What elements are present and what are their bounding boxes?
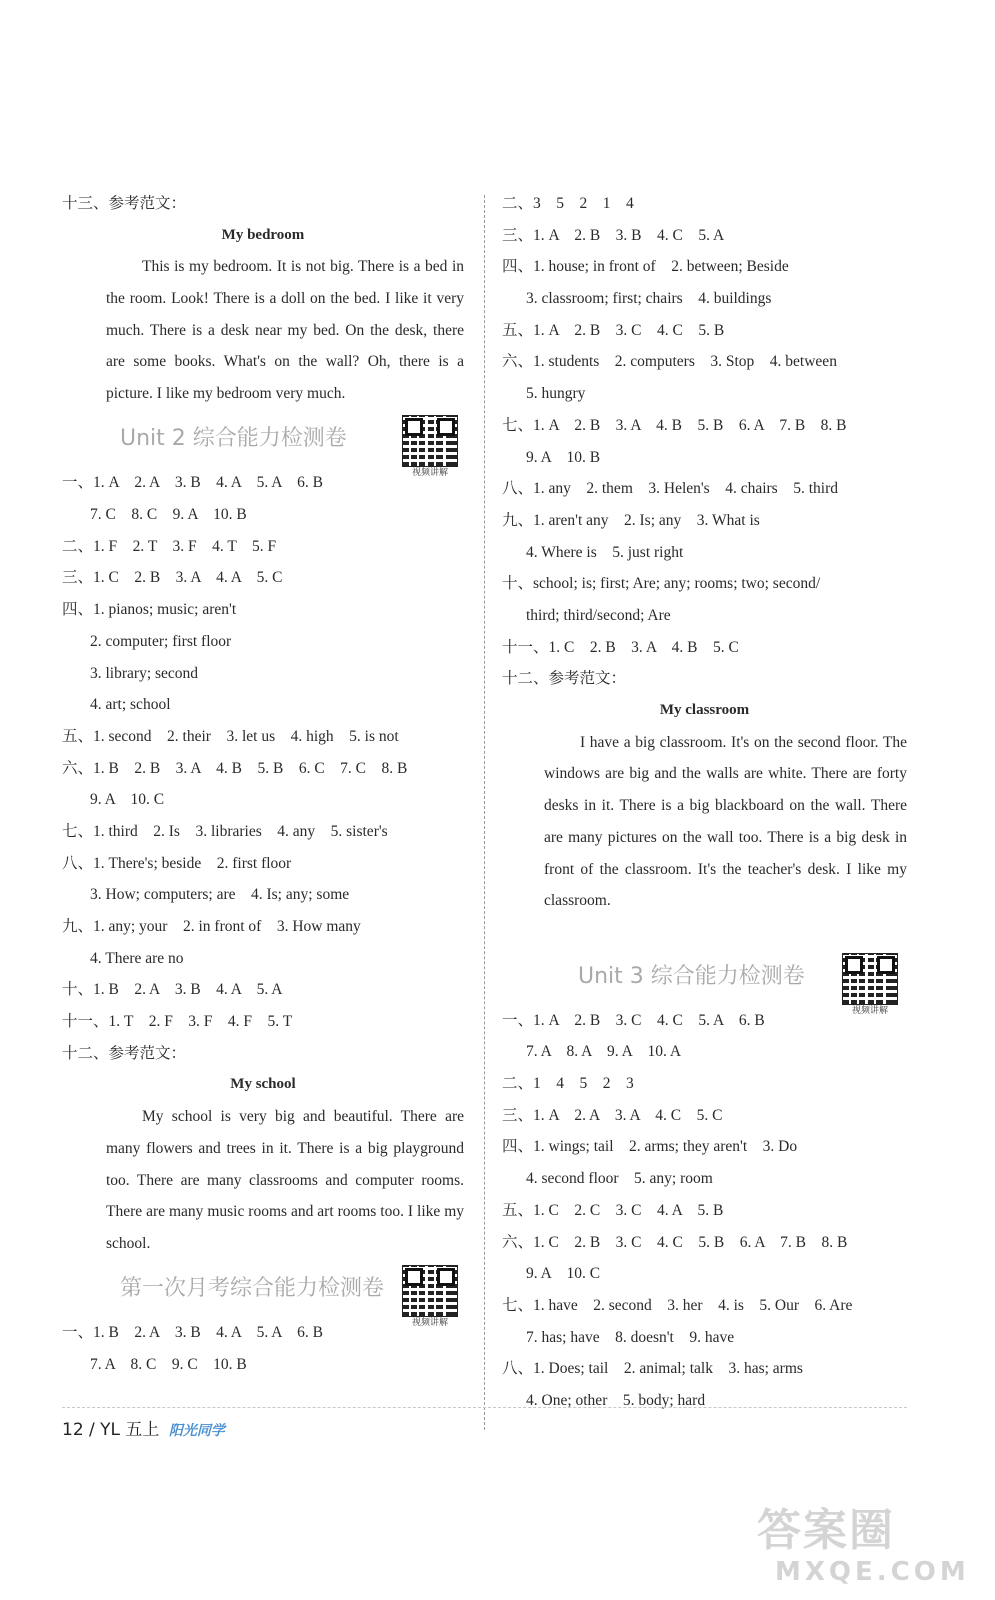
section-12-heading: 十二、参考范文： (502, 670, 627, 688)
answer-line: 三、1. A 2. A 3. A 4. C 5. C (502, 1106, 723, 1124)
answer-line: 4. One; other 5. body; hard (526, 1391, 706, 1409)
answer-line: 四、1. pianos; music; aren't (62, 601, 237, 619)
answer-line: 十一、1. T 2. F 3. F 4. F 5. T (62, 1013, 293, 1031)
answer-line: 4. There are no (90, 949, 184, 967)
answer-line: 4. Where is 5. just right (526, 543, 684, 561)
answer-line: 4. art; school (90, 696, 171, 714)
answer-line: 十、1. B 2. A 3. B 4. A 5. A (62, 981, 283, 999)
answer-line: 9. A 10. C (90, 791, 165, 809)
answer-line: 一、1. A 2. A 3. B 4. A 5. A 6. B (62, 474, 323, 492)
answer-line: 七、1. A 2. B 3. A 4. B 5. B 6. A 7. B 8. B (502, 416, 847, 434)
qr-code-icon (402, 415, 458, 467)
answer-line: 9. A 10. C (526, 1265, 601, 1283)
answer-line: 7. A 8. C 9. C 10. B (90, 1355, 247, 1373)
answer-line: 3. library; second (90, 664, 199, 682)
answer-line: 4. second floor 5. any; room (526, 1170, 713, 1188)
unit2-title-text: Unit 2 综合能力检测卷 (120, 426, 347, 452)
essay-text-school: My school is very big and beautiful. There are many flowers and trees in it. There is a big playground too. There are many classrooms and computer rooms. There are many music rooms and art rooms too. I like my school. (106, 1108, 464, 1252)
answer-line: 2. computer; first floor (90, 632, 232, 650)
monthly-title-text: 第一次月考综合能力检测卷 (120, 1276, 385, 1302)
answer-line: 7. has; have 8. doesn't 9. have (526, 1328, 735, 1346)
answer-line: 七、1. have 2. second 3. her 4. is 5. Our 6. Are (502, 1296, 853, 1314)
right-column (502, 188, 907, 1417)
answer-line: 九、1. any; your 2. in front of 3. How many (62, 918, 361, 935)
qr-caption: 视频讲解 (411, 1318, 448, 1329)
qr-caption: 视频讲解 (411, 468, 448, 479)
essay-text-bedroom: This is my bedroom. It is not big. There is a bed in the room. Look! There is a doll on the bed. I like it very much. There is a desk near my bed. On the desk, there are some books. What's on the wall? Oh, there is a picture. I like my bedroom very much. (106, 258, 464, 403)
answer-line: third; third/second; Are (526, 606, 671, 624)
answer-line: 六、1. students 2. computers 3. Stop 4. between (502, 353, 837, 371)
answer-line: 三、1. C 2. B 3. A 4. A 5. C (62, 569, 283, 587)
answer-line: 9. A 10. B (526, 448, 601, 466)
watermark (757, 1505, 977, 1595)
qr-code-icon (842, 953, 898, 1005)
answer-line: 一、1. B 2. A 3. B 4. A 5. A 6. B (62, 1324, 323, 1342)
watermark-url: MXQE.COM (775, 1557, 970, 1587)
answer-line: 三、1. A 2. B 3. B 4. C 5. A (502, 226, 725, 244)
answer-line: 八、1. There's; beside 2. first floor (62, 854, 292, 872)
answer-line: 二、1 4 5 2 3 (502, 1075, 634, 1093)
answer-line: 六、1. C 2. B 3. C 4. C 5. B 6. A 7. B 8. B (502, 1233, 848, 1251)
answer-line: 二、3 5 2 1 4 (502, 195, 634, 212)
unit2-title (62, 411, 464, 479)
answer-line: 七、1. third 2. Is 3. libraries 4. any 5. sister's (62, 822, 388, 840)
answer-line: 7. C 8. C 9. A 10. B (90, 506, 247, 524)
answer-line: 五、1. A 2. B 3. C 4. C 5. B (502, 321, 725, 339)
qr-code-icon (402, 1265, 458, 1317)
brand-logo: 阳光同学 (168, 1423, 225, 1439)
unit3-title-text: Unit 3 综合能力检测卷 (578, 963, 805, 989)
answer-line: 五、1. C 2. C 3. C 4. A 5. B (502, 1201, 724, 1219)
answer-line: 二、1. F 2. T 3. F 4. T 5. F (62, 537, 277, 555)
essay-title-school: My school (230, 1076, 296, 1093)
answer-line: 十、school; is; first; Are; any; rooms; two; second/ (502, 575, 821, 593)
essay-title-classroom: My classroom (659, 702, 750, 718)
essay-title-bedroom: My bedroom (221, 226, 305, 243)
answer-line: 四、1. wings; tail 2. arms; they aren't 3. Do (502, 1138, 798, 1156)
unit3-title (502, 949, 907, 1016)
section-12-heading: 十二、参考范文： (62, 1044, 187, 1062)
answer-line: 十一、1. C 2. B 3. A 4. B 5. C (502, 638, 739, 656)
answer-line: 八、1. any 2. them 3. Helen's 4. chairs 5. third (502, 480, 838, 498)
left-column (62, 188, 464, 1381)
answer-line: 五、1. second 2. their 3. let us 4. high 5. is not (62, 727, 399, 745)
qr-caption: 视频讲解 (851, 1005, 888, 1016)
answer-line: 3. classroom; first; chairs 4. buildings (526, 290, 772, 308)
column-divider (484, 195, 485, 1430)
answer-line: 八、1. Does; tail 2. animal; talk 3. has; arms (502, 1360, 803, 1378)
footer-rule (62, 1407, 907, 1408)
page-number: 12 / YL 五上 (62, 1420, 160, 1440)
answer-line: 六、1. B 2. B 3. A 4. B 5. B 6. C 7. C 8. B (62, 759, 408, 777)
section-13-heading: 十三、参考范文： (62, 195, 187, 212)
answer-line: 九、1. aren't any 2. Is; any 3. What is (502, 511, 760, 529)
watermark-text: 答案圈 (757, 1505, 895, 1556)
essay-text-classroom: I have a big classroom. It's on the second floor. The windows are big and the walls are white. There are forty desks in it. There is a big blackboard on the wall. There are many pictures on the wall too. There is a big desk in front of the classroom. It's the teacher's desk. I like my classroom. (544, 733, 907, 910)
answer-line: 7. A 8. A 9. A 10. A (526, 1043, 682, 1061)
answer-line: 5. hungry (526, 385, 586, 403)
page-footer (62, 1415, 907, 1449)
monthly-title (62, 1261, 464, 1329)
answer-line: 3. How; computers; are 4. Is; any; some (90, 886, 350, 904)
answer-line: 四、1. house; in front of 2. between; Beside (502, 258, 789, 276)
answer-line: 一、1. A 2. B 3. C 4. C 5. A 6. B (502, 1011, 765, 1029)
